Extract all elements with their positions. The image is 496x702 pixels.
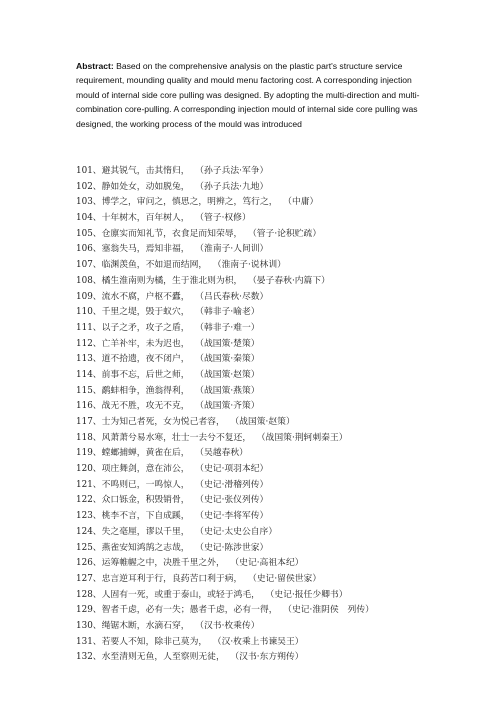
quote-source: （汉书·枚乘传） [199, 620, 260, 631]
quote-number: 101、 [76, 166, 102, 176]
quote-source: （韩非子·难一） [199, 322, 260, 333]
quote-source: （管子·论积贮疏） [252, 228, 322, 239]
quote-source: （汉·枚乘上书谏吴王） [217, 636, 304, 647]
quote-text: 十年树木，百年树人， [101, 213, 190, 224]
quote-number: 128、 [76, 589, 102, 600]
quote-source: （晏子春秋·内篇下） [252, 275, 330, 286]
quote-source: （战国策·赵策） [234, 417, 295, 427]
quote-item [76, 321, 476, 337]
quote-source: （史记·滑稽列传） [199, 479, 269, 490]
quote-text: 以子之矛，攻子之盾， [101, 322, 190, 333]
quote-item [76, 493, 476, 509]
quote-source: （史记·留侯世家） [252, 573, 322, 584]
quote-item [76, 556, 476, 572]
quote-item [76, 462, 476, 478]
quote-source: （韩非子·喻老） [199, 307, 260, 318]
quote-item [76, 368, 476, 384]
quote-number: 127、 [76, 573, 102, 584]
quote-text: 临渊羡鱼，不如退而结网， [101, 260, 208, 271]
quote-item [76, 211, 476, 227]
quote-text: 前事不忘，后世之师， [101, 369, 190, 380]
quote-number: 114、 [76, 369, 102, 380]
quote-text: 橘生淮南则为橘，生于淮北则为枳， [101, 275, 243, 286]
quote-number: 117、 [76, 417, 102, 427]
quote-source: （战国策·荆轲刺秦王） [261, 432, 348, 443]
quote-source: （孙子兵法·九地） [199, 181, 269, 192]
quote-number: 131、 [76, 636, 102, 647]
quote-text: 桃李不言，下自成蹊， [101, 511, 190, 522]
quote-text: 博学之，审问之，慎思之，明辨之，笃行之， [101, 197, 278, 208]
quote-number: 109、 [76, 291, 102, 302]
quote-text: 不鸣则已，一鸣惊人， [101, 479, 190, 490]
quote-text: 人固有一死，或重于泰山，或轻于鸿毛， [101, 589, 260, 600]
quote-number: 118、 [76, 432, 102, 443]
quote-item [76, 305, 476, 321]
quote-number: 112、 [76, 338, 102, 349]
quote-number: 130、 [76, 620, 102, 631]
quote-item [76, 525, 476, 541]
quote-text: 智者千虑，必有一失；愚者千虑，必有一得， [101, 605, 278, 616]
quote-text: 仓廪实而知礼节，衣食足而知荣辱， [101, 228, 243, 239]
quote-number: 120、 [76, 464, 102, 475]
quote-text: 千里之堤，毁于蚁穴， [101, 307, 190, 318]
quote-text: 风萧萧兮易水寒，壮士一去兮不复还， [101, 432, 252, 443]
quote-item [76, 180, 476, 196]
quote-source: （战国策·楚策） [199, 338, 260, 349]
quote-source: （史记·高祖本纪） [234, 558, 304, 569]
quote-number: 129、 [76, 605, 102, 616]
quote-number: 104、 [76, 213, 102, 224]
quote-item [76, 258, 476, 274]
quote-number: 107、 [76, 260, 102, 271]
quote-item [76, 509, 476, 525]
quote-source: （战国策·齐策） [199, 401, 260, 412]
quote-number: 102、 [76, 181, 102, 192]
quote-text: 亡羊补牢，未为迟也， [101, 338, 190, 349]
quote-number: 119、 [76, 448, 102, 459]
quote-item [76, 478, 476, 494]
quote-item [76, 588, 476, 604]
quote-text: 众口铄金，积毁销骨， [101, 495, 190, 506]
quote-number: 110、 [76, 307, 102, 318]
quote-number: 105、 [76, 228, 102, 239]
quote-number: 126、 [76, 558, 102, 569]
quote-number: 132、 [76, 652, 102, 663]
quote-item [76, 164, 476, 180]
quote-text: 运筹帷幄之中，决胜千里之外， [101, 558, 225, 569]
quote-item [76, 572, 476, 588]
quote-source: （战国策·赵策） [199, 369, 260, 380]
quote-number: 115、 [76, 385, 102, 396]
quote-number: 113、 [76, 354, 102, 365]
quote-item [76, 446, 476, 462]
quote-item [76, 619, 476, 635]
quote-number: 116、 [76, 401, 102, 412]
quote-text: 塞翁失马，焉知非福， [101, 244, 190, 255]
quote-text: 若要人不知，除非己莫为， [101, 636, 208, 647]
quote-source: （史记·报任少卿书） [269, 589, 348, 600]
quote-list [76, 164, 476, 666]
quote-number: 125、 [76, 542, 102, 553]
quote-source: （淮南子·说林训） [217, 260, 286, 271]
quote-item [76, 337, 476, 353]
quote-text: 流水不腐，户枢不蠹， [101, 291, 190, 302]
quote-item [76, 274, 476, 290]
abstract-text: Based on the comprehensive analysis on the plastic part's structure service requirement, mounding quality and mould menu factoring cost. A corresponding injection mould of internal side core pulling was designed. By adopting the multi-direction and multi-combination core-pulling. A corresponding injection mould of internal side core pulling was designed, the working process of the mould was introduced [76, 61, 420, 129]
quote-text: 战无不胜，攻无不克， [101, 401, 190, 412]
quote-item [76, 227, 476, 243]
quote-number: 111、 [76, 322, 102, 333]
quote-text: 静如处女，动如脱兔， [101, 181, 190, 192]
quote-item [76, 384, 476, 400]
quote-number: 123、 [76, 511, 102, 522]
quote-item [76, 290, 476, 306]
quote-source: （史记·张仪列传） [199, 495, 269, 506]
quote-text: 忠言逆耳利于行，良药苦口利于病， [101, 573, 243, 584]
quote-source: （中庸） [287, 197, 319, 208]
quote-source: （战国策·秦策） [199, 354, 260, 365]
quote-source: （汉书·东方朔传） [234, 652, 304, 663]
quote-item [76, 352, 476, 368]
abstract-paragraph [76, 59, 436, 131]
quote-source: （战国策·燕策） [199, 385, 260, 396]
quote-number: 108、 [76, 275, 102, 286]
quote-item [76, 541, 476, 557]
quote-item [76, 242, 476, 258]
quote-item [76, 635, 476, 651]
quote-text: 燕雀安知鸿鹄之志哉， [101, 542, 190, 553]
quote-source: （史记·项羽本纪） [199, 464, 269, 475]
quote-source: （管子·权修） [199, 213, 251, 224]
quote-text: 绳锯木断，水滴石穿， [101, 620, 190, 631]
quote-source: （史记·李将军传） [199, 511, 269, 522]
quote-number: 106、 [76, 244, 102, 255]
quote-text: 道不拾遗，夜不闭户， [101, 354, 190, 365]
quote-source: （史记·淮阴侯 列传） [287, 605, 374, 616]
quote-text: 螳螂捕蝉，黄雀在后， [101, 448, 190, 459]
quote-item [76, 195, 476, 211]
quote-item [76, 650, 476, 666]
quote-number: 103、 [76, 197, 102, 208]
quote-source: （孙子兵法·军争） [199, 166, 269, 176]
quote-text: 避其锐气，击其惰归， [101, 166, 190, 176]
quote-text: 失之毫厘，谬以千里， [101, 526, 190, 537]
quote-item [76, 415, 476, 431]
quote-source: （淮南子·人间训） [199, 244, 269, 255]
quote-item [76, 603, 476, 619]
quote-number: 124、 [76, 526, 102, 537]
quote-text: 水至清则无鱼，人至察则无徒， [101, 652, 225, 663]
quote-text: 项庄舞剑，意在沛公， [101, 464, 190, 475]
quote-source: （吕氏春秋·尽数） [199, 291, 269, 302]
quote-item [76, 399, 476, 415]
abstract-label: Abstract: [76, 61, 114, 71]
quote-item [76, 431, 476, 447]
quote-source: （史记·陈涉世家） [199, 542, 269, 553]
quote-text: 鹬蚌相争，渔翁得利， [101, 385, 190, 396]
quote-source: （吴越春秋） [199, 448, 248, 459]
quote-number: 122、 [76, 495, 102, 506]
quote-number: 121、 [76, 479, 102, 490]
quote-source: （史记·太史公自序） [199, 526, 278, 537]
quote-text: 士为知己者死，女为悦己者容， [101, 417, 225, 427]
